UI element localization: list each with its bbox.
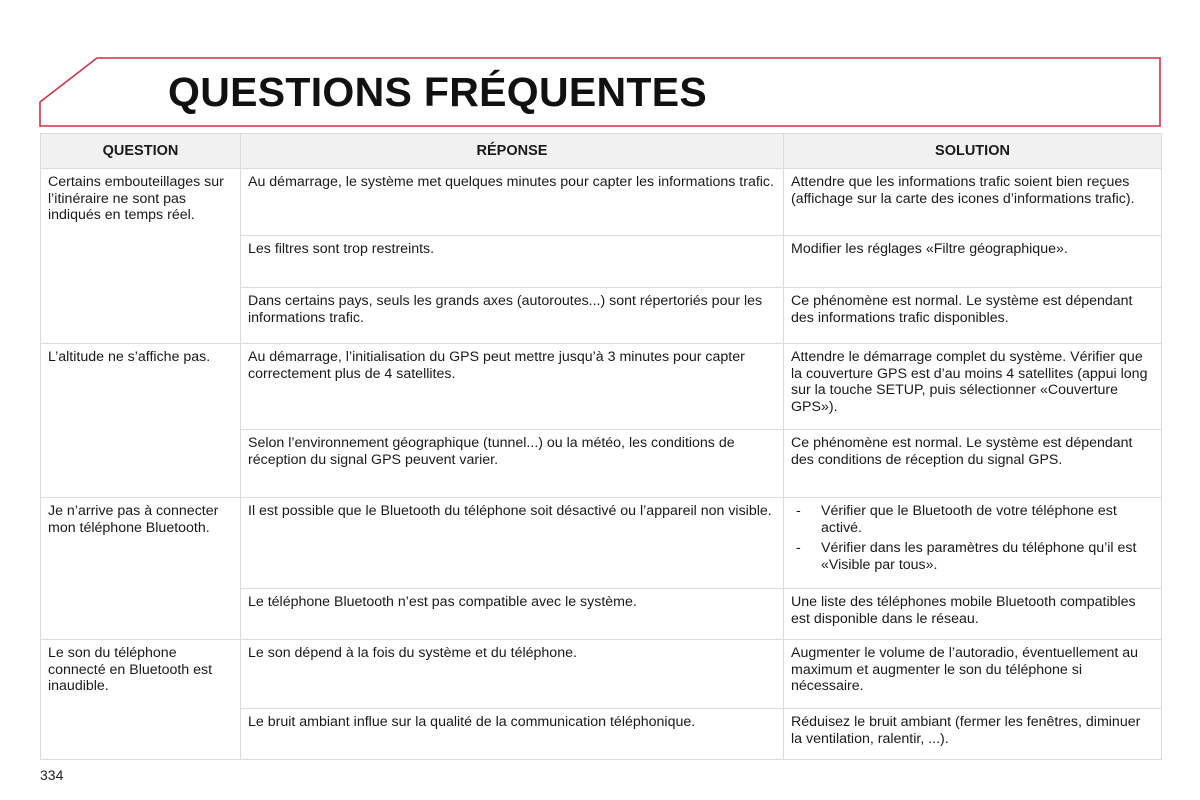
solution-cell: Réduisez le bruit ambiant (fermer les fenêtres, diminuer la ventilation, ralentir, ...). — [784, 709, 1162, 760]
table-row — [41, 169, 1162, 236]
header-question: QUESTION — [41, 134, 241, 169]
solution-cell: Modifier les réglages «Filtre géographique». — [784, 236, 1162, 288]
solution-cell: Attendre le démarrage complet du système. Vérifier que la couverture GPS est d’au moins 4 satellites (appui long sur la touche SETUP, puis sélectionner «Couverture GPS»). — [784, 344, 1162, 430]
reponse-cell: Dans certains pays, seuls les grands axes (autoroutes...) sont répertoriés pour les informations trafic. — [241, 288, 784, 344]
question-cell: Le son du téléphone connecté en Bluetooth est inaudible. — [41, 640, 241, 760]
table-row — [41, 344, 1162, 430]
header-solution: SOLUTION — [784, 134, 1162, 169]
page-title: QUESTIONS FRÉQUENTES — [168, 69, 708, 115]
reponse-cell: Il est possible que le Bluetooth du téléphone soit désactivé ou l’appareil non visible. — [241, 498, 784, 589]
solution-cell: Ce phénomène est normal. Le système est dépendant des informations trafic disponibles. — [784, 288, 1162, 344]
question-cell: L’altitude ne s’affiche pas. — [41, 344, 241, 498]
reponse-cell: Les filtres sont trop restreints. — [241, 236, 784, 288]
page-number: 334 — [40, 767, 64, 783]
solution-cell: Une liste des téléphones mobile Bluetooth compatibles est disponible dans le réseau. — [784, 589, 1162, 640]
table-header-row — [41, 134, 1162, 169]
solution-cell — [784, 498, 1162, 589]
solution-cell: Ce phénomène est normal. Le système est dépendant des conditions de réception du signal GPS. — [784, 430, 1162, 498]
reponse-cell: Le bruit ambiant influe sur la qualité de la communication téléphonique. — [241, 709, 784, 760]
reponse-cell: Selon l’environnement géographique (tunnel...) ou la météo, les conditions de réception du signal GPS peuvent varier. — [241, 430, 784, 498]
solution-list — [791, 503, 1154, 573]
question-cell: Certains embouteillages sur l’itinéraire ne sont pas indiqués en temps réel. — [41, 169, 241, 344]
reponse-cell: Le son dépend à la fois du système et du téléphone. — [241, 640, 784, 709]
reponse-cell: Au démarrage, le système met quelques minutes pour capter les informations trafic. — [241, 169, 784, 236]
reponse-cell: Le téléphone Bluetooth n’est pas compatible avec le système. — [241, 589, 784, 640]
table-row — [41, 640, 1162, 709]
question-cell: Je n’arrive pas à connecter mon téléphone Bluetooth. — [41, 498, 241, 640]
list-item: - Vérifier dans les paramètres du téléphone qu’il est «Visible par tous». — [791, 540, 1154, 573]
list-item: - Vérifier que le Bluetooth de votre téléphone est activé. — [791, 503, 1154, 536]
header-reponse: RÉPONSE — [241, 134, 784, 169]
faq-table — [40, 133, 1162, 760]
table-row — [41, 498, 1162, 589]
reponse-cell: Au démarrage, l’initialisation du GPS peut mettre jusqu’à 3 minutes pour capter correctement plus de 4 satellites. — [241, 344, 784, 430]
solution-cell: Augmenter le volume de l’autoradio, éventuellement au maximum et augmenter le son du téléphone si nécessaire. — [784, 640, 1162, 709]
solution-cell: Attendre que les informations trafic soient bien reçues (affichage sur la carte des icones d’informations trafic). — [784, 169, 1162, 236]
